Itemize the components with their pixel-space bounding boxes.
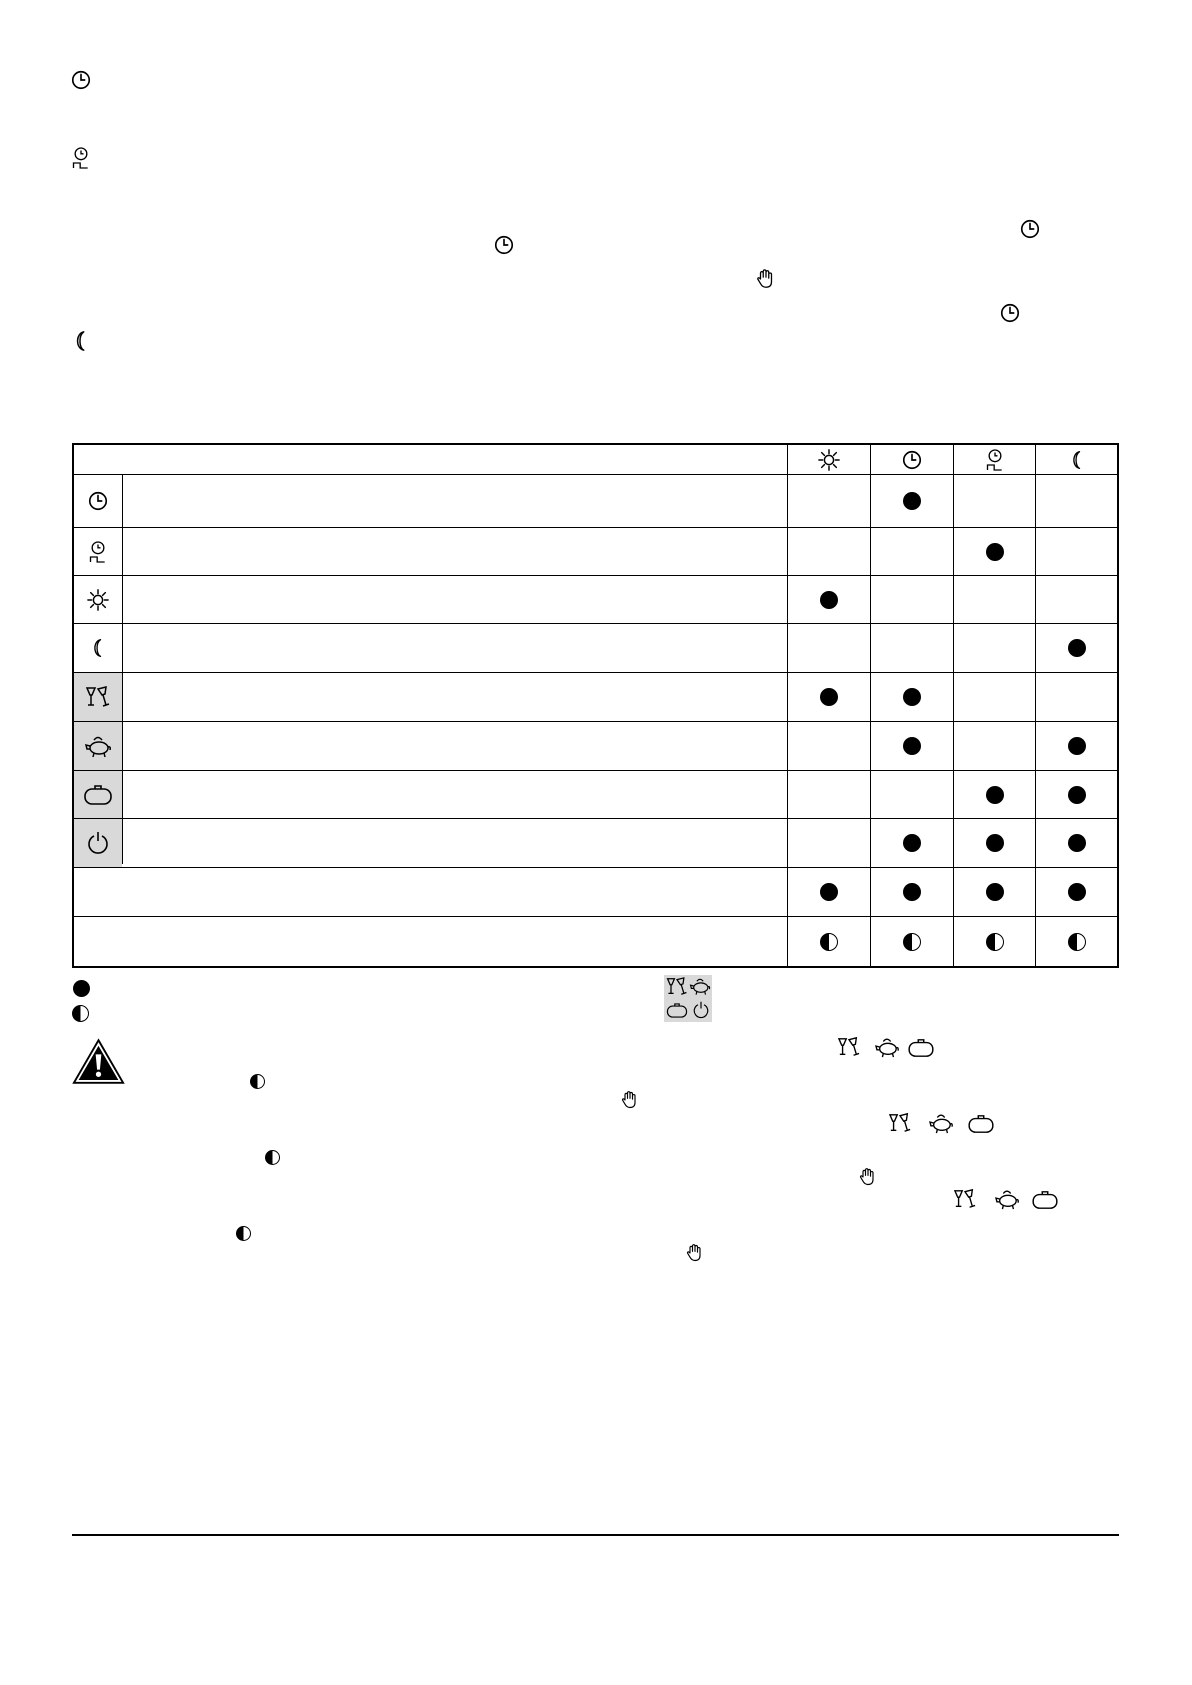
filled-dot-icon bbox=[73, 980, 90, 997]
mark-cell bbox=[954, 528, 1036, 575]
filled-dot-icon bbox=[1068, 737, 1086, 755]
holiday-suitcase-icon bbox=[1031, 1190, 1059, 1210]
filled-dot-icon bbox=[1068, 834, 1086, 852]
filled-dot-icon bbox=[1068, 786, 1086, 804]
mark-cell bbox=[871, 475, 953, 527]
row-moon-icon bbox=[74, 624, 122, 672]
holiday-suitcase-icon bbox=[907, 1038, 935, 1058]
row-holiday-suitcase-icon bbox=[74, 771, 122, 818]
mark-cell bbox=[788, 576, 870, 623]
clock-icon bbox=[999, 302, 1021, 324]
mark-cell bbox=[1036, 771, 1118, 818]
mark-cell bbox=[871, 722, 953, 770]
filled-dot-icon bbox=[986, 786, 1004, 804]
piggy-bank-icon bbox=[928, 1112, 954, 1134]
mark-cell bbox=[954, 771, 1036, 818]
filled-dot-icon bbox=[903, 834, 921, 852]
filled-dot-icon bbox=[986, 834, 1004, 852]
mark-cell bbox=[954, 917, 1036, 966]
mark-cell bbox=[954, 868, 1036, 916]
half-dot-icon bbox=[250, 1074, 265, 1089]
clock-icon bbox=[493, 234, 515, 256]
half-dot-icon bbox=[986, 933, 1004, 951]
filled-dot-icon bbox=[903, 737, 921, 755]
mode-key-box bbox=[664, 975, 712, 1022]
hand-pointer-icon bbox=[858, 1167, 878, 1187]
mark-cell bbox=[788, 868, 870, 916]
piggy-bank-icon bbox=[689, 976, 711, 996]
mark-cell bbox=[1036, 868, 1118, 916]
filled-dot-icon bbox=[903, 688, 921, 706]
half-dot-icon bbox=[820, 933, 838, 951]
footer-divider bbox=[72, 1534, 1119, 1536]
mark-cell bbox=[788, 917, 870, 966]
mark-cell bbox=[1036, 917, 1118, 966]
row-clock-icon bbox=[74, 475, 122, 527]
header-moon-icon bbox=[1036, 445, 1118, 474]
mark-cell bbox=[871, 868, 953, 916]
piggy-bank-icon bbox=[874, 1036, 900, 1058]
mark-cell bbox=[788, 673, 870, 721]
power-standby-icon bbox=[692, 1001, 710, 1019]
header-clock-timer-icon bbox=[954, 445, 1036, 474]
filled-dot-icon bbox=[986, 543, 1004, 561]
row-glasses-party-icon bbox=[74, 673, 122, 721]
row-clock-timer-icon bbox=[74, 528, 122, 575]
row-piggy-bank-icon bbox=[74, 722, 122, 770]
mark-cell bbox=[871, 819, 953, 867]
mark-cell bbox=[871, 673, 953, 721]
filled-dot-icon bbox=[820, 883, 838, 901]
holiday-suitcase-icon bbox=[967, 1114, 995, 1134]
filled-dot-icon bbox=[1068, 883, 1086, 901]
filled-dot-icon bbox=[1068, 639, 1086, 657]
half-dot-icon bbox=[903, 933, 921, 951]
filled-dot-icon bbox=[820, 688, 838, 706]
hand-pointer-icon bbox=[620, 1090, 640, 1110]
filled-dot-icon bbox=[903, 492, 921, 510]
header-clock-icon bbox=[871, 445, 953, 474]
mark-cell bbox=[1036, 722, 1118, 770]
holiday-suitcase-icon bbox=[666, 1002, 688, 1019]
header-sun-icon bbox=[788, 445, 870, 474]
filled-dot-icon bbox=[903, 883, 921, 901]
glasses-party-icon bbox=[887, 1112, 913, 1134]
clock-icon bbox=[1019, 218, 1041, 240]
hand-pointer-icon bbox=[755, 268, 777, 290]
half-dot-icon bbox=[72, 1005, 89, 1022]
clock-icon bbox=[70, 69, 92, 91]
half-dot-icon bbox=[236, 1226, 251, 1241]
row-sun-icon bbox=[74, 576, 122, 623]
row-power-standby-icon bbox=[74, 819, 122, 867]
mark-cell bbox=[1036, 624, 1118, 672]
half-dot-icon bbox=[1068, 933, 1086, 951]
filled-dot-icon bbox=[820, 591, 838, 609]
piggy-bank-icon bbox=[994, 1188, 1020, 1210]
moon-icon bbox=[70, 329, 92, 353]
mark-cell bbox=[871, 917, 953, 966]
mark-cell bbox=[954, 819, 1036, 867]
clock-timer-icon bbox=[71, 145, 91, 171]
mark-cell bbox=[1036, 819, 1118, 867]
warning-triangle-icon bbox=[72, 1038, 125, 1086]
glasses-party-icon bbox=[665, 976, 689, 997]
half-dot-icon bbox=[265, 1150, 280, 1165]
glasses-party-icon bbox=[952, 1188, 978, 1210]
glasses-party-icon bbox=[836, 1036, 862, 1058]
hand-pointer-icon bbox=[685, 1243, 705, 1263]
filled-dot-icon bbox=[986, 883, 1004, 901]
program-table bbox=[72, 443, 1119, 968]
